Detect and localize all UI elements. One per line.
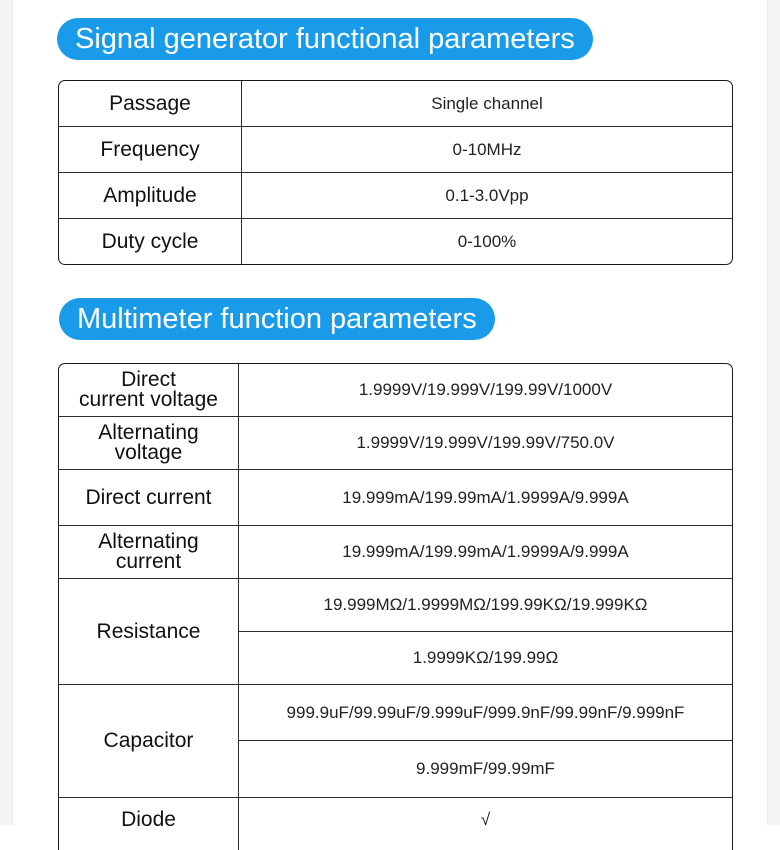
param-value-resistance-low: 1.9999KΩ/199.99Ω [239,632,732,685]
table-row [59,417,732,470]
table-row [59,685,732,741]
table-row [59,364,732,417]
table-row [59,798,732,850]
label-line: current [115,550,182,573]
label-line: Alternating [98,421,199,444]
multimeter-title-text: Multimeter function parameters [77,302,477,335]
param-label-duty-cycle: Duty cycle [59,219,242,264]
param-label-frequency: Frequency [59,127,242,173]
param-value-capacitor-small: 999.9uF/99.99uF/9.999uF/999.9nF/99.99nF/9.999nF [239,685,732,741]
label-line: Alternating [98,530,199,553]
signal-generator-title-text: Signal generator functional parameters [75,22,575,55]
param-label-dc-current: Direct current [59,470,239,526]
page-edge-right [767,0,780,825]
table-row [59,219,732,264]
table-row [59,526,732,579]
param-label-ac-voltage [59,417,239,470]
signal-generator-parameter-table [58,80,733,265]
param-value-resistance-high: 19.999MΩ/1.9999MΩ/199.99KΩ/19.999KΩ [239,579,732,632]
param-value-dc-voltage: 1.9999V/19.999V/199.99V/1000V [239,364,732,417]
param-label-diode: Diode [59,798,239,850]
page-edge-left [0,0,13,825]
param-label-resistance: Resistance [59,579,239,685]
param-label-amplitude: Amplitude [59,173,242,219]
param-label-passage: Passage [59,81,242,127]
param-value-ac-voltage: 1.9999V/19.999V/199.99V/750.0V [239,417,732,470]
table-row [59,579,732,632]
param-value-dc-current: 19.999mA/199.99mA/1.9999A/9.999A [239,470,732,526]
multimeter-section-title [59,298,495,340]
param-value-frequency: 0-10MHz [242,127,732,173]
label-line: voltage [114,441,183,464]
param-label-ac-current [59,526,239,579]
param-value-passage: Single channel [242,81,732,127]
label-line: current voltage [79,388,218,411]
signal-generator-section-title [57,18,593,60]
table-row [59,81,732,127]
param-label-capacitor: Capacitor [59,685,239,798]
param-label-dc-voltage [59,364,239,417]
param-value-diode: √ [480,810,491,829]
table-row [59,470,732,526]
param-value-ac-current: 19.999mA/199.99mA/1.9999A/9.999A [239,526,732,579]
multimeter-parameter-table [58,363,733,850]
table-row [59,127,732,173]
param-value-capacitor-large: 9.999mF/99.99mF [239,741,732,798]
table-row [59,173,732,219]
param-value-duty-cycle: 0-100% [457,231,517,251]
label-line: Direct [121,368,176,391]
param-value-amplitude: 0.1-3.0Vpp [242,173,732,219]
